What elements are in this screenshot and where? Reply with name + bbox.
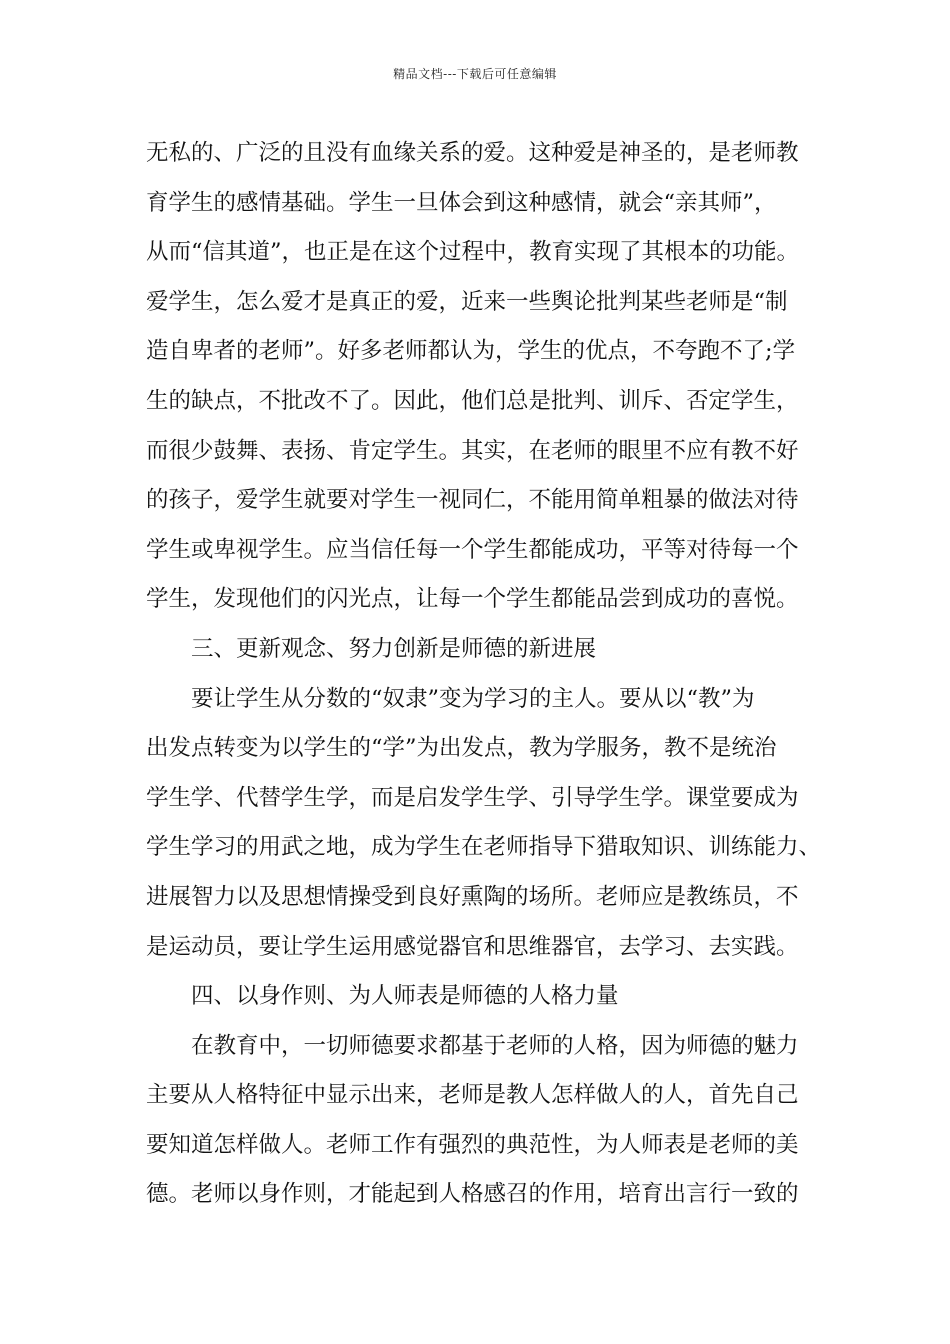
- text-line: 学生或卑视学生。应当信任每一个学生都能成功，平等对待每一个: [146, 536, 799, 563]
- text-line: 爱学生，怎么爱才是真正的爱，近来一些舆论批判某些老师是“制: [146, 288, 788, 315]
- text-line: 的孩子，爱学生就要对学生一视同仁，不能用简单粗暴的做法对待: [146, 487, 799, 514]
- text-line: 出发点转变为以学生的“学”为出发点，教为学服务，教不是统治: [146, 735, 777, 762]
- section-heading: 三、更新观念、努力创新是师德的新进展: [191, 635, 597, 662]
- text-line: 从而“信其道”，也正是在这个过程中，教育实现了其根本的功能。: [146, 239, 800, 266]
- text-line: 要知道怎样做人。老师工作有强烈的典范性，为人师表是老师的美: [146, 1131, 799, 1158]
- text-line: 学生学、代替学生学，而是启发学生学、引导学生学。课堂要成为: [146, 784, 799, 811]
- section-heading: 四、以身作则、为人师表是师德的人格力量: [191, 983, 619, 1010]
- text-line: 学生学习的用武之地，成为学生在老师指导下猎取知识、训练能力、: [146, 834, 822, 861]
- text-line: 德。老师以身作则，才能起到人格感召的作用，培育出言行一致的: [146, 1181, 799, 1208]
- page-header: 精品文档---下载后可任意编辑: [393, 67, 557, 81]
- text-line: 是运动员，要让学生运用感觉器官和思维器官，去学习、去实践。: [146, 933, 799, 960]
- document-body: [146, 133, 826, 1224]
- text-line: 造自卑者的老师”。好多老师都认为，学生的优点，不夸跑不了;学: [146, 338, 796, 365]
- paragraph-first-line: 要让学生从分数的“奴隶”变为学习的主人。要从以“教”为: [191, 685, 755, 712]
- text-line: 而很少鼓舞、表扬、肯定学生。其实，在老师的眼里不应有教不好: [146, 437, 799, 464]
- text-line: 生的缺点，不批改不了。因此，他们总是批判、训斥、否定学生，: [146, 387, 799, 414]
- text-line: 主要从人格特征中显示出来，老师是教人怎样做人的人，首先自己: [146, 1082, 799, 1109]
- text-line: 无私的、广泛的且没有血缘关系的爱。这种爱是神圣的，是老师教: [146, 140, 799, 166]
- text-line: 学生，发现他们的闪光点，让每一个学生都能品尝到成功的喜悦。: [146, 586, 799, 613]
- paragraph-first-line: 在教育中，一切师德要求都基于老师的人格，因为师德的魅力: [191, 1032, 799, 1059]
- text-line: 进展智力以及思想情操受到良好熏陶的场所。老师应是教练员，不: [146, 883, 799, 910]
- text-line: 育学生的感情基础。学生一旦体会到这种感情，就会“亲其师”，: [146, 189, 777, 216]
